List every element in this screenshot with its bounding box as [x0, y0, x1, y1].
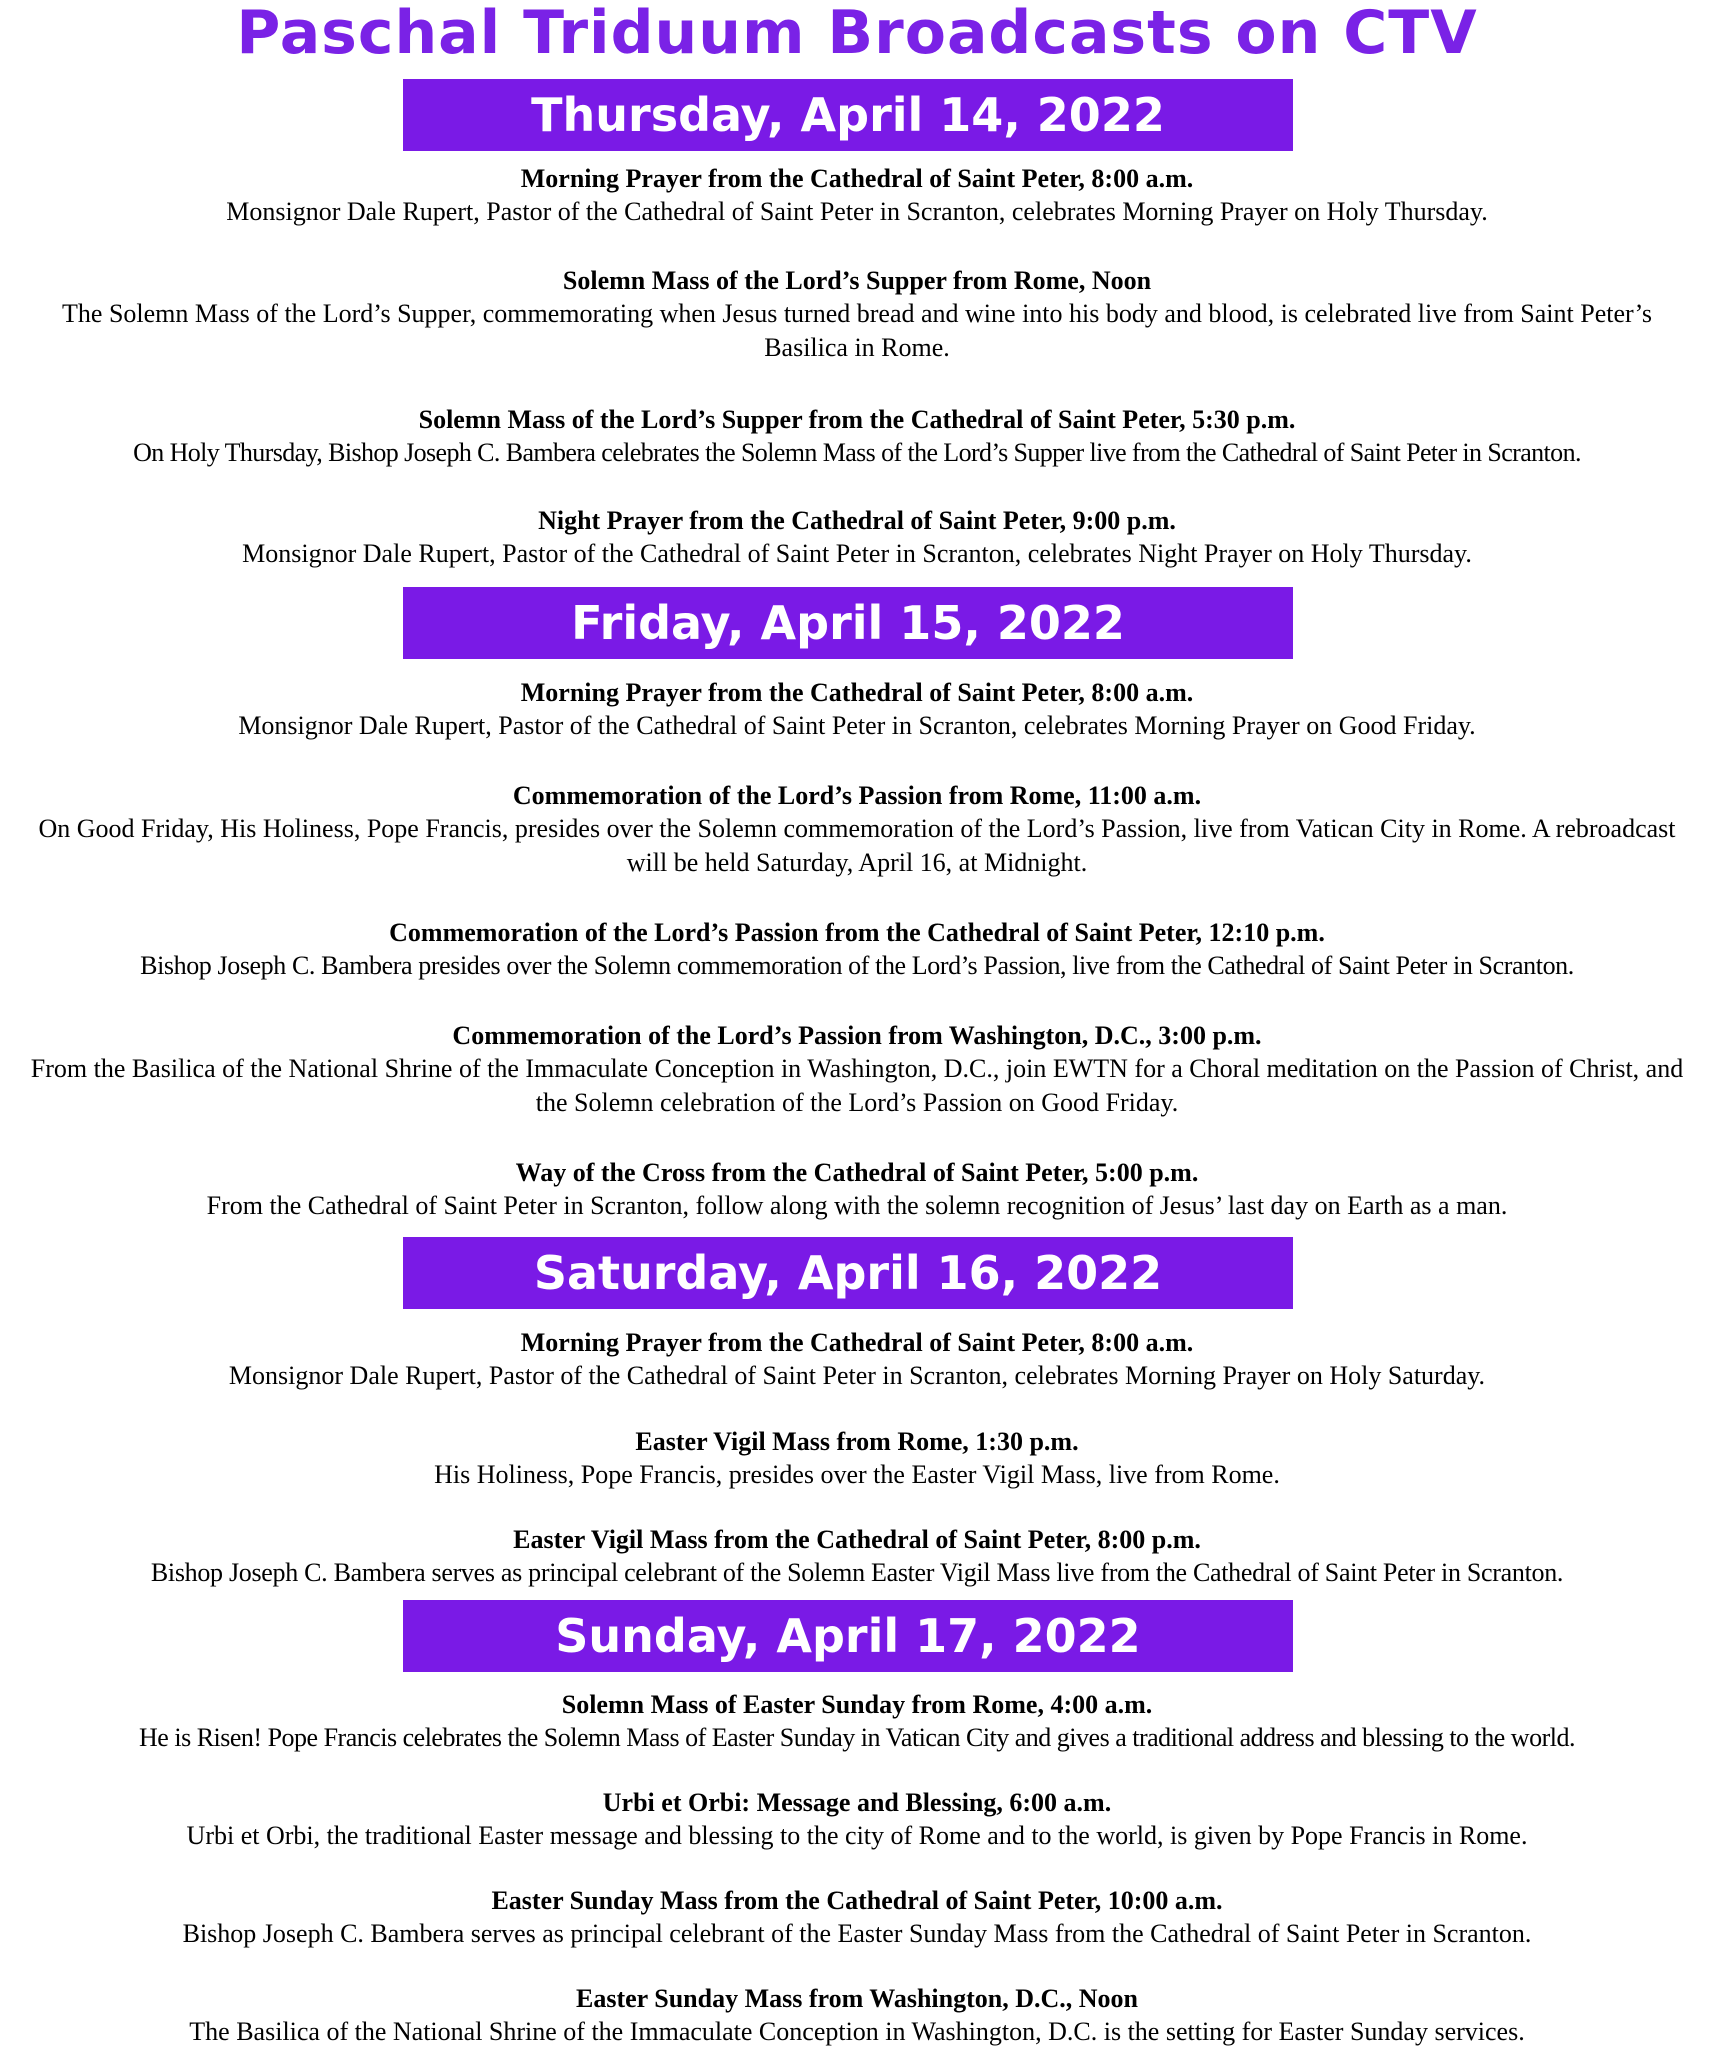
page-title: Paschal Triduum Broadcasts on CTV	[236, 0, 1478, 68]
event-description: Monsignor Dale Rupert, Pastor of the Cathedral of Saint Peter in Scranton, celebrates Morning Prayer on Good Friday.	[238, 711, 1476, 740]
list-item	[0, 1156, 1714, 1223]
event-description: Monsignor Dale Rupert, Pastor of the Cathedral of Saint Peter in Scranton, celebrates Morning Prayer on Holy Thursday.	[226, 197, 1488, 226]
event-description: Bishop Joseph C. Bambera presides over the Solemn commemoration of the Lord’s Passion, live from the Cathedral of Saint Peter in Scranton.	[140, 951, 1574, 980]
event-title: Solemn Mass of Easter Sunday from Rome, 4:00 a.m.	[561, 1690, 1153, 1719]
event-description: On Holy Thursday, Bishop Joseph C. Bambera celebrates the Solemn Mass of the Lord’s Supper live from the Cathedral of Saint Peter in Scranton.	[133, 438, 1581, 467]
event-description: Monsignor Dale Rupert, Pastor of the Cathedral of Saint Peter in Scranton, celebrates Morning Prayer on Holy Saturday.	[228, 1361, 1486, 1390]
event-title: Morning Prayer from the Cathedral of Saint Peter, 8:00 a.m.	[520, 1328, 1194, 1357]
event-description: His Holiness, Pope Francis, presides over the Easter Vigil Mass, live from Rome.	[434, 1460, 1280, 1489]
event-title: Easter Vigil Mass from Rome, 1:30 p.m.	[635, 1427, 1079, 1456]
list-item	[0, 1688, 1714, 1755]
event-title: Easter Vigil Mass from the Cathedral of Saint Peter, 8:00 p.m.	[513, 1525, 1201, 1554]
day-heading-thursday: Thursday, April 14, 2022	[403, 79, 1293, 151]
event-title: Night Prayer from the Cathedral of Saint Peter, 9:00 p.m.	[538, 506, 1176, 535]
event-title: Easter Sunday Mass from Washington, D.C., Noon	[576, 1984, 1138, 2013]
list-item	[0, 1425, 1714, 1492]
list-item	[0, 1326, 1714, 1393]
list-item	[0, 403, 1714, 470]
day-heading-saturday: Saturday, April 16, 2022	[403, 1237, 1293, 1309]
list-item	[0, 916, 1714, 983]
event-title: Urbi et Orbi: Message and Blessing, 6:00 a.m.	[602, 1788, 1112, 1817]
event-title: Commemoration of the Lord’s Passion from the Cathedral of Saint Peter, 12:10 p.m.	[389, 918, 1325, 947]
list-item	[0, 779, 1714, 880]
list-item	[0, 1884, 1714, 1951]
event-description: Bishop Joseph C. Bambera serves as principal celebrant of the Easter Sunday Mass from the Cathedral of Saint Peter in Scranton.	[182, 1919, 1532, 1948]
event-description: From the Cathedral of Saint Peter in Scranton, follow along with the solemn recognition of Jesus’ last day on Earth as a man.	[206, 1191, 1508, 1220]
list-item	[0, 264, 1714, 365]
event-description: On Good Friday, His Holiness, Pope Francis, presides over the Solemn commemoration of the Lord’s Passion, live from Vatican City in Rome. A rebroadcast will be held Saturday, April 16, at Midnight.	[38, 814, 1676, 877]
list-item	[0, 1523, 1714, 1590]
list-item	[0, 504, 1714, 571]
event-title: Morning Prayer from the Cathedral of Saint Peter, 8:00 a.m.	[520, 678, 1194, 707]
list-item	[0, 1786, 1714, 1853]
list-item	[0, 1982, 1714, 2049]
event-title: Easter Sunday Mass from the Cathedral of Saint Peter, 10:00 a.m.	[491, 1886, 1223, 1915]
event-description: Urbi et Orbi, the traditional Easter message and blessing to the city of Rome and to the world, is given by Pope Francis in Rome.	[186, 1821, 1528, 1850]
event-title: Way of the Cross from the Cathedral of Saint Peter, 5:00 p.m.	[515, 1158, 1199, 1187]
event-title: Solemn Mass of the Lord’s Supper from the Cathedral of Saint Peter, 5:30 p.m.	[418, 405, 1296, 434]
event-description: Monsignor Dale Rupert, Pastor of the Cathedral of Saint Peter in Scranton, celebrates Night Prayer on Holy Thursday.	[242, 539, 1472, 568]
event-description: The Basilica of the National Shrine of the Immaculate Conception in Washington, D.C. is the setting for Easter Sunday services.	[189, 2017, 1525, 2046]
event-title: Morning Prayer from the Cathedral of Saint Peter, 8:00 a.m.	[520, 164, 1194, 193]
list-item	[0, 1019, 1714, 1120]
event-description: From the Basilica of the National Shrine of the Immaculate Conception in Washington, D.C., join EWTN for a Choral meditation on the Passion of Christ, and the Solemn celebration of the Lord’s Passion on Good Friday.	[30, 1054, 1684, 1117]
list-item	[0, 676, 1714, 743]
event-description: He is Risen! Pope Francis celebrates the Solemn Mass of Easter Sunday in Vatican City and gives a traditional address and blessing to the world.	[139, 1723, 1575, 1752]
list-item	[0, 162, 1714, 229]
event-description: Bishop Joseph C. Bambera serves as principal celebrant of the Solemn Easter Vigil Mass live from the Cathedral of Saint Peter in Scranton.	[150, 1558, 1564, 1587]
event-description: The Solemn Mass of the Lord’s Supper, commemorating when Jesus turned bread and wine into his body and blood, is celebrated live from Saint Peter’s Basilica in Rome.	[62, 299, 1652, 362]
day-heading-sunday: Sunday, April 17, 2022	[403, 1600, 1293, 1672]
event-title: Commemoration of the Lord’s Passion from Washington, D.C., 3:00 p.m.	[452, 1021, 1262, 1050]
day-heading-friday: Friday, April 15, 2022	[403, 587, 1293, 659]
event-title: Commemoration of the Lord’s Passion from Rome, 11:00 a.m.	[512, 781, 1202, 810]
event-title: Solemn Mass of the Lord’s Supper from Rome, Noon	[562, 266, 1152, 295]
